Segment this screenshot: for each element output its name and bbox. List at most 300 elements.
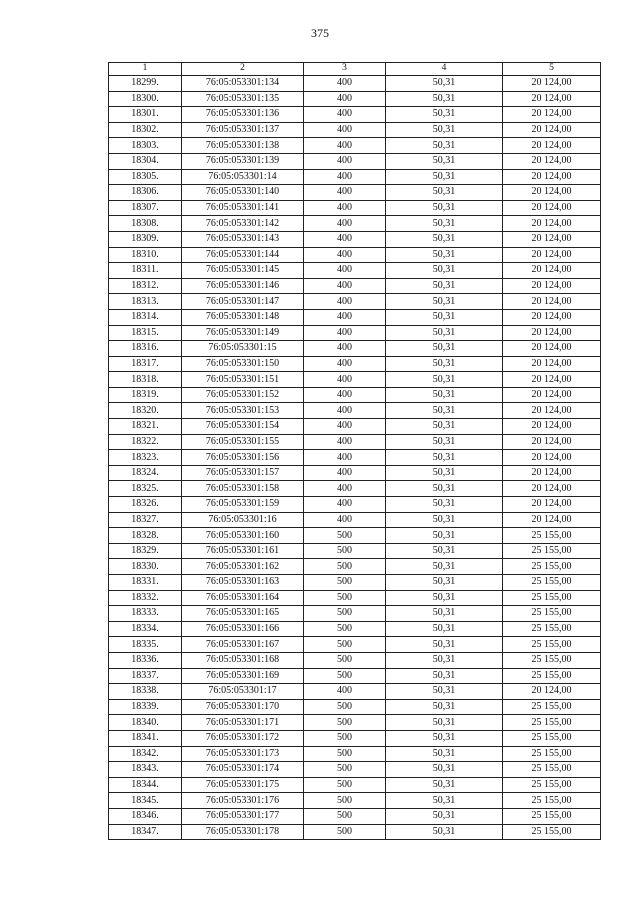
row-number-cell: 18322. xyxy=(109,434,182,450)
rate-cell: 50,31 xyxy=(386,637,503,653)
amount-cell: 25 155,00 xyxy=(503,762,601,778)
amount-cell: 25 155,00 xyxy=(503,715,601,731)
rate-cell: 50,31 xyxy=(386,652,503,668)
area-cell: 400 xyxy=(304,185,386,201)
amount-cell: 20 124,00 xyxy=(503,419,601,435)
area-cell: 400 xyxy=(304,497,386,513)
rate-cell: 50,31 xyxy=(386,450,503,466)
row-number-cell: 18313. xyxy=(109,294,182,310)
table-row xyxy=(109,278,601,294)
row-number-cell: 18328. xyxy=(109,528,182,544)
table-row xyxy=(109,294,601,310)
cadastral-number-cell: 76:05:053301:138 xyxy=(182,138,304,154)
table-row xyxy=(109,481,601,497)
column-number-2: 2 xyxy=(182,63,304,76)
rate-cell: 50,31 xyxy=(386,465,503,481)
row-number-cell: 18332. xyxy=(109,590,182,606)
amount-cell: 25 155,00 xyxy=(503,699,601,715)
area-cell: 400 xyxy=(304,91,386,107)
rate-cell: 50,31 xyxy=(386,309,503,325)
cadastral-number-cell: 76:05:053301:137 xyxy=(182,122,304,138)
area-cell: 400 xyxy=(304,247,386,263)
table-row xyxy=(109,138,601,154)
amount-cell: 20 124,00 xyxy=(503,450,601,466)
cadastral-number-cell: 76:05:053301:150 xyxy=(182,356,304,372)
amount-cell: 25 155,00 xyxy=(503,746,601,762)
rate-cell: 50,31 xyxy=(386,403,503,419)
table-row xyxy=(109,559,601,575)
rate-cell: 50,31 xyxy=(386,247,503,263)
table-row xyxy=(109,590,601,606)
amount-cell: 20 124,00 xyxy=(503,403,601,419)
cadastral-number-cell: 76:05:053301:151 xyxy=(182,372,304,388)
cadastral-number-cell: 76:05:053301:14 xyxy=(182,169,304,185)
row-number-cell: 18327. xyxy=(109,512,182,528)
area-cell: 400 xyxy=(304,325,386,341)
table-body xyxy=(109,63,601,840)
row-number-cell: 18307. xyxy=(109,200,182,216)
area-cell: 500 xyxy=(304,668,386,684)
column-number-4: 4 xyxy=(386,63,503,76)
amount-cell: 25 155,00 xyxy=(503,668,601,684)
rate-cell: 50,31 xyxy=(386,730,503,746)
cadastral-number-cell: 76:05:053301:149 xyxy=(182,325,304,341)
table-row xyxy=(109,169,601,185)
area-cell: 500 xyxy=(304,559,386,575)
cadastral-number-cell: 76:05:053301:141 xyxy=(182,200,304,216)
amount-cell: 25 155,00 xyxy=(503,543,601,559)
rate-cell: 50,31 xyxy=(386,263,503,279)
area-cell: 500 xyxy=(304,793,386,809)
row-number-cell: 18341. xyxy=(109,730,182,746)
row-number-cell: 18334. xyxy=(109,621,182,637)
rate-cell: 50,31 xyxy=(386,91,503,107)
amount-cell: 20 124,00 xyxy=(503,481,601,497)
table-row xyxy=(109,746,601,762)
row-number-cell: 18318. xyxy=(109,372,182,388)
cadastral-number-cell: 76:05:053301:147 xyxy=(182,294,304,310)
amount-cell: 20 124,00 xyxy=(503,278,601,294)
cadastral-number-cell: 76:05:053301:135 xyxy=(182,91,304,107)
amount-cell: 25 155,00 xyxy=(503,590,601,606)
rate-cell: 50,31 xyxy=(386,387,503,403)
rate-cell: 50,31 xyxy=(386,590,503,606)
cadastral-number-cell: 76:05:053301:16 xyxy=(182,512,304,528)
table-row xyxy=(109,387,601,403)
table-row xyxy=(109,824,601,840)
table-row xyxy=(109,372,601,388)
rate-cell: 50,31 xyxy=(386,497,503,513)
cadastral-number-cell: 76:05:053301:158 xyxy=(182,481,304,497)
table-row xyxy=(109,575,601,591)
column-number-1: 1 xyxy=(109,63,182,76)
row-number-cell: 18346. xyxy=(109,808,182,824)
area-cell: 500 xyxy=(304,808,386,824)
cadastral-number-cell: 76:05:053301:163 xyxy=(182,575,304,591)
amount-cell: 20 124,00 xyxy=(503,263,601,279)
area-cell: 500 xyxy=(304,777,386,793)
row-number-cell: 18320. xyxy=(109,403,182,419)
amount-cell: 20 124,00 xyxy=(503,497,601,513)
amount-cell: 25 155,00 xyxy=(503,528,601,544)
table-row xyxy=(109,122,601,138)
amount-cell: 20 124,00 xyxy=(503,356,601,372)
rate-cell: 50,31 xyxy=(386,559,503,575)
column-number-3: 3 xyxy=(304,63,386,76)
rate-cell: 50,31 xyxy=(386,528,503,544)
row-number-cell: 18339. xyxy=(109,699,182,715)
amount-cell: 20 124,00 xyxy=(503,107,601,123)
rate-cell: 50,31 xyxy=(386,777,503,793)
rate-cell: 50,31 xyxy=(386,325,503,341)
row-number-cell: 18324. xyxy=(109,465,182,481)
amount-cell: 25 155,00 xyxy=(503,808,601,824)
rate-cell: 50,31 xyxy=(386,419,503,435)
area-cell: 500 xyxy=(304,652,386,668)
amount-cell: 20 124,00 xyxy=(503,372,601,388)
row-number-cell: 18330. xyxy=(109,559,182,575)
row-number-cell: 18338. xyxy=(109,684,182,700)
amount-cell: 20 124,00 xyxy=(503,91,601,107)
amount-cell: 25 155,00 xyxy=(503,824,601,840)
area-cell: 500 xyxy=(304,746,386,762)
table-row xyxy=(109,808,601,824)
rate-cell: 50,31 xyxy=(386,575,503,591)
cadastral-number-cell: 76:05:053301:175 xyxy=(182,777,304,793)
table-row xyxy=(109,777,601,793)
table-row xyxy=(109,403,601,419)
area-cell: 400 xyxy=(304,153,386,169)
cadastral-number-cell: 76:05:053301:177 xyxy=(182,808,304,824)
rate-cell: 50,31 xyxy=(386,543,503,559)
row-number-cell: 18310. xyxy=(109,247,182,263)
rate-cell: 50,31 xyxy=(386,107,503,123)
row-number-cell: 18336. xyxy=(109,652,182,668)
area-cell: 400 xyxy=(304,434,386,450)
table-row xyxy=(109,450,601,466)
table-row xyxy=(109,356,601,372)
cadastral-number-cell: 76:05:053301:148 xyxy=(182,309,304,325)
area-cell: 400 xyxy=(304,200,386,216)
area-cell: 500 xyxy=(304,730,386,746)
cadastral-number-cell: 76:05:053301:15 xyxy=(182,341,304,357)
row-number-cell: 18311. xyxy=(109,263,182,279)
area-cell: 400 xyxy=(304,403,386,419)
table-row xyxy=(109,652,601,668)
area-cell: 400 xyxy=(304,278,386,294)
rate-cell: 50,31 xyxy=(386,808,503,824)
rate-cell: 50,31 xyxy=(386,216,503,232)
table-row xyxy=(109,528,601,544)
cadastral-number-cell: 76:05:053301:172 xyxy=(182,730,304,746)
row-number-cell: 18299. xyxy=(109,76,182,92)
amount-cell: 25 155,00 xyxy=(503,621,601,637)
rate-cell: 50,31 xyxy=(386,762,503,778)
amount-cell: 20 124,00 xyxy=(503,185,601,201)
area-cell: 500 xyxy=(304,621,386,637)
row-number-cell: 18335. xyxy=(109,637,182,653)
table-row xyxy=(109,200,601,216)
area-cell: 500 xyxy=(304,575,386,591)
cadastral-number-cell: 76:05:053301:155 xyxy=(182,434,304,450)
cadastral-number-cell: 76:05:053301:143 xyxy=(182,231,304,247)
table-row xyxy=(109,465,601,481)
rate-cell: 50,31 xyxy=(386,231,503,247)
rate-cell: 50,31 xyxy=(386,621,503,637)
cadastral-number-cell: 76:05:053301:164 xyxy=(182,590,304,606)
cadastral-number-cell: 76:05:053301:169 xyxy=(182,668,304,684)
rate-cell: 50,31 xyxy=(386,169,503,185)
area-cell: 400 xyxy=(304,169,386,185)
area-cell: 500 xyxy=(304,528,386,544)
amount-cell: 25 155,00 xyxy=(503,730,601,746)
area-cell: 500 xyxy=(304,762,386,778)
amount-cell: 20 124,00 xyxy=(503,231,601,247)
rate-cell: 50,31 xyxy=(386,606,503,622)
rate-cell: 50,31 xyxy=(386,793,503,809)
table-row xyxy=(109,325,601,341)
amount-cell: 25 155,00 xyxy=(503,606,601,622)
table-row xyxy=(109,309,601,325)
area-cell: 400 xyxy=(304,263,386,279)
row-number-cell: 18314. xyxy=(109,309,182,325)
amount-cell: 20 124,00 xyxy=(503,76,601,92)
table-row xyxy=(109,185,601,201)
area-cell: 500 xyxy=(304,606,386,622)
rate-cell: 50,31 xyxy=(386,278,503,294)
cadastral-number-cell: 76:05:053301:142 xyxy=(182,216,304,232)
column-number-5: 5 xyxy=(503,63,601,76)
amount-cell: 20 124,00 xyxy=(503,325,601,341)
table-row xyxy=(109,543,601,559)
table-row xyxy=(109,216,601,232)
cadastral-number-cell: 76:05:053301:173 xyxy=(182,746,304,762)
cadastral-number-cell: 76:05:053301:171 xyxy=(182,715,304,731)
row-number-cell: 18304. xyxy=(109,153,182,169)
area-cell: 400 xyxy=(304,294,386,310)
table-row xyxy=(109,263,601,279)
area-cell: 400 xyxy=(304,122,386,138)
rate-cell: 50,31 xyxy=(386,341,503,357)
row-number-cell: 18316. xyxy=(109,341,182,357)
area-cell: 500 xyxy=(304,824,386,840)
row-number-cell: 18302. xyxy=(109,122,182,138)
row-number-cell: 18347. xyxy=(109,824,182,840)
area-cell: 500 xyxy=(304,543,386,559)
table-header-row xyxy=(109,63,601,76)
table-row xyxy=(109,91,601,107)
amount-cell: 20 124,00 xyxy=(503,465,601,481)
area-cell: 400 xyxy=(304,419,386,435)
row-number-cell: 18345. xyxy=(109,793,182,809)
area-cell: 400 xyxy=(304,465,386,481)
cadastral-number-cell: 76:05:053301:178 xyxy=(182,824,304,840)
area-cell: 500 xyxy=(304,637,386,653)
area-cell: 400 xyxy=(304,387,386,403)
row-number-cell: 18309. xyxy=(109,231,182,247)
amount-cell: 20 124,00 xyxy=(503,138,601,154)
cadastral-number-cell: 76:05:053301:176 xyxy=(182,793,304,809)
cadastral-number-cell: 76:05:053301:17 xyxy=(182,684,304,700)
row-number-cell: 18333. xyxy=(109,606,182,622)
cadastral-number-cell: 76:05:053301:153 xyxy=(182,403,304,419)
cadastral-number-cell: 76:05:053301:165 xyxy=(182,606,304,622)
area-cell: 400 xyxy=(304,216,386,232)
row-number-cell: 18323. xyxy=(109,450,182,466)
amount-cell: 20 124,00 xyxy=(503,434,601,450)
amount-cell: 20 124,00 xyxy=(503,512,601,528)
table-row xyxy=(109,76,601,92)
area-cell: 500 xyxy=(304,715,386,731)
cadastral-number-cell: 76:05:053301:140 xyxy=(182,185,304,201)
row-number-cell: 18312. xyxy=(109,278,182,294)
amount-cell: 20 124,00 xyxy=(503,309,601,325)
row-number-cell: 18331. xyxy=(109,575,182,591)
cadastral-number-cell: 76:05:053301:162 xyxy=(182,559,304,575)
row-number-cell: 18305. xyxy=(109,169,182,185)
cadastral-number-cell: 76:05:053301:170 xyxy=(182,699,304,715)
rate-cell: 50,31 xyxy=(386,684,503,700)
table-row xyxy=(109,621,601,637)
amount-cell: 20 124,00 xyxy=(503,200,601,216)
table-row xyxy=(109,684,601,700)
cadastral-number-cell: 76:05:053301:139 xyxy=(182,153,304,169)
cadastral-number-cell: 76:05:053301:152 xyxy=(182,387,304,403)
rate-cell: 50,31 xyxy=(386,185,503,201)
table-row xyxy=(109,497,601,513)
table-row xyxy=(109,637,601,653)
table-row xyxy=(109,107,601,123)
row-number-cell: 18321. xyxy=(109,419,182,435)
amount-cell: 25 155,00 xyxy=(503,637,601,653)
table-row xyxy=(109,699,601,715)
rate-cell: 50,31 xyxy=(386,356,503,372)
cadastral-number-cell: 76:05:053301:159 xyxy=(182,497,304,513)
rate-cell: 50,31 xyxy=(386,138,503,154)
area-cell: 400 xyxy=(304,309,386,325)
row-number-cell: 18317. xyxy=(109,356,182,372)
area-cell: 400 xyxy=(304,372,386,388)
cadastral-number-cell: 76:05:053301:134 xyxy=(182,76,304,92)
row-number-cell: 18329. xyxy=(109,543,182,559)
rate-cell: 50,31 xyxy=(386,434,503,450)
amount-cell: 20 124,00 xyxy=(503,387,601,403)
table-row xyxy=(109,762,601,778)
row-number-cell: 18325. xyxy=(109,481,182,497)
row-number-cell: 18326. xyxy=(109,497,182,513)
page-number: 375 xyxy=(311,26,329,40)
table-row xyxy=(109,231,601,247)
cadastral-number-cell: 76:05:053301:161 xyxy=(182,543,304,559)
rate-cell: 50,31 xyxy=(386,512,503,528)
rate-cell: 50,31 xyxy=(386,715,503,731)
row-number-cell: 18340. xyxy=(109,715,182,731)
row-number-cell: 18344. xyxy=(109,777,182,793)
amount-cell: 25 155,00 xyxy=(503,559,601,575)
table-row xyxy=(109,419,601,435)
area-cell: 400 xyxy=(304,231,386,247)
cadastral-number-cell: 76:05:053301:145 xyxy=(182,263,304,279)
rate-cell: 50,31 xyxy=(386,200,503,216)
area-cell: 400 xyxy=(304,341,386,357)
amount-cell: 20 124,00 xyxy=(503,684,601,700)
table-row xyxy=(109,793,601,809)
cadastral-number-cell: 76:05:053301:144 xyxy=(182,247,304,263)
table-row xyxy=(109,606,601,622)
row-number-cell: 18308. xyxy=(109,216,182,232)
table-row xyxy=(109,247,601,263)
area-cell: 400 xyxy=(304,138,386,154)
table-row xyxy=(109,730,601,746)
cadastral-number-cell: 76:05:053301:168 xyxy=(182,652,304,668)
area-cell: 500 xyxy=(304,699,386,715)
cadastral-number-cell: 76:05:053301:167 xyxy=(182,637,304,653)
area-cell: 400 xyxy=(304,450,386,466)
amount-cell: 20 124,00 xyxy=(503,169,601,185)
row-number-cell: 18300. xyxy=(109,91,182,107)
amount-cell: 20 124,00 xyxy=(503,122,601,138)
rate-cell: 50,31 xyxy=(386,294,503,310)
area-cell: 400 xyxy=(304,684,386,700)
cadastral-number-cell: 76:05:053301:156 xyxy=(182,450,304,466)
rate-cell: 50,31 xyxy=(386,699,503,715)
rate-cell: 50,31 xyxy=(386,481,503,497)
row-number-cell: 18301. xyxy=(109,107,182,123)
table-row xyxy=(109,512,601,528)
table-row xyxy=(109,715,601,731)
area-cell: 400 xyxy=(304,76,386,92)
cadastral-number-cell: 76:05:053301:154 xyxy=(182,419,304,435)
area-cell: 400 xyxy=(304,356,386,372)
row-number-cell: 18343. xyxy=(109,762,182,778)
rate-cell: 50,31 xyxy=(386,746,503,762)
rate-cell: 50,31 xyxy=(386,122,503,138)
table-row xyxy=(109,434,601,450)
table-row xyxy=(109,668,601,684)
cadastral-number-cell: 76:05:053301:157 xyxy=(182,465,304,481)
amount-cell: 20 124,00 xyxy=(503,216,601,232)
cadastral-number-cell: 76:05:053301:166 xyxy=(182,621,304,637)
amount-cell: 20 124,00 xyxy=(503,153,601,169)
row-number-cell: 18303. xyxy=(109,138,182,154)
area-cell: 500 xyxy=(304,590,386,606)
amount-cell: 20 124,00 xyxy=(503,341,601,357)
row-number-cell: 18319. xyxy=(109,387,182,403)
row-number-cell: 18315. xyxy=(109,325,182,341)
amount-cell: 20 124,00 xyxy=(503,247,601,263)
table-row xyxy=(109,153,601,169)
area-cell: 400 xyxy=(304,107,386,123)
cadastral-number-cell: 76:05:053301:174 xyxy=(182,762,304,778)
rate-cell: 50,31 xyxy=(386,372,503,388)
rate-cell: 50,31 xyxy=(386,824,503,840)
row-number-cell: 18342. xyxy=(109,746,182,762)
rate-cell: 50,31 xyxy=(386,153,503,169)
table-row xyxy=(109,341,601,357)
row-number-cell: 18306. xyxy=(109,185,182,201)
amount-cell: 20 124,00 xyxy=(503,294,601,310)
cadastral-number-cell: 76:05:053301:146 xyxy=(182,278,304,294)
area-cell: 400 xyxy=(304,512,386,528)
data-table xyxy=(108,62,601,840)
rate-cell: 50,31 xyxy=(386,76,503,92)
cadastral-number-cell: 76:05:053301:160 xyxy=(182,528,304,544)
row-number-cell: 18337. xyxy=(109,668,182,684)
rate-cell: 50,31 xyxy=(386,668,503,684)
cadastral-number-cell: 76:05:053301:136 xyxy=(182,107,304,123)
area-cell: 400 xyxy=(304,481,386,497)
amount-cell: 25 155,00 xyxy=(503,652,601,668)
